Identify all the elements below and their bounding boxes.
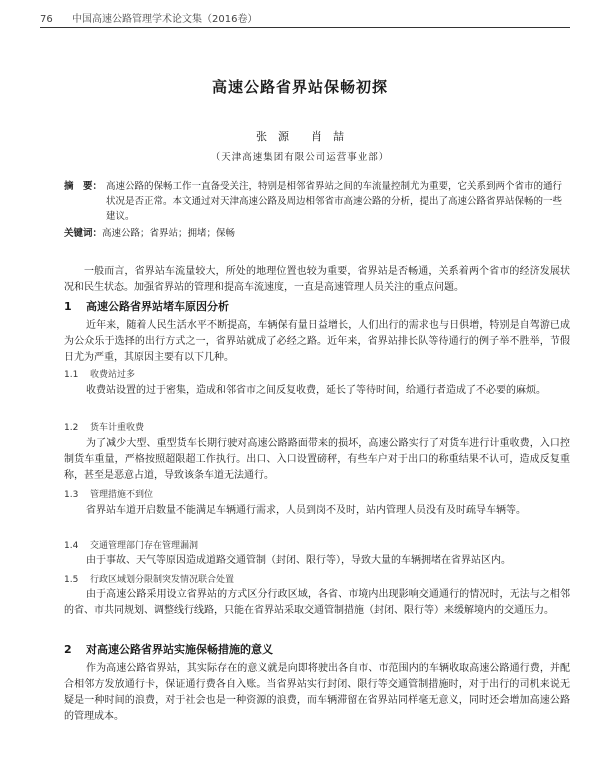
subsection-number: 1.1 [64,370,79,380]
section-heading [64,298,229,314]
subsection-heading [64,538,198,551]
section-paragraph: 作为高速公路省界站，其实际存在的意义就是向即将驶出各自市、市范围内的车辆收取高速公路通行费，并配合相邻方发放通行卡，保证通行费各自入账。当省界站实行封闭、限行等交通管制措施时，对于出行的司机来说无疑是一种时间的浪费，对于社会也是一种资源的浪费，而车辆滞留在省界站同样毫无意义，同时还会增加高速公路的管理成本。 [64,663,570,722]
keywords [64,226,570,241]
subsection-number: 1.3 [64,490,79,500]
header-rule [40,27,570,28]
subsection-heading [64,572,234,585]
section-number: 1 [64,300,72,313]
subsection-number: 1.5 [64,575,79,585]
subsection-number: 1.4 [64,541,79,551]
subsection-paragraph: 由于事故、天气等原因造成道路交通管制（封闭、限行等），导致大量的车辆拥堵在省界站区内。 [86,555,511,566]
keywords-text: 高速公路；省界站；拥堵；保畅 [102,228,236,239]
subsection-paragraph: 省界站车道开启数量不能满足车辆通行需求，人员到岗不及时，站内管理人员没有及时疏导车辆等。 [86,505,526,516]
running-title: 中国高速公路管理学术论文集（2016卷） [72,14,258,25]
subsection-paragraph: 由于高速公路采用设立省界站的方式区分行政区域，各省、市境内出现影响交通通行的情况时，无法与之相邻的省、市共同规划、调整线行线路，只能在省界站采取交通管制措施（封闭、限行等）来缓解境内的交通压力。 [64,589,570,616]
subsection-title: 交通管理部门存在管理漏洞 [90,541,199,551]
paper-affiliation: （天津高速集团有限公司运营事业部） [210,152,390,163]
subsection-title: 货车计重收费 [90,423,145,433]
section-number: 2 [64,643,72,656]
subsection-heading [64,420,144,433]
subsection-title: 收费站过多 [90,370,136,380]
subsection-paragraph: 收费站设置的过于密集，造成和邻省市之间反复收费，延长了等待时间，给通行者造成了不必要的麻烦。 [86,385,546,396]
subsection-paragraph: 为了减少大型、重型货车长期行驶对高速公路路面带来的损坏，高速公路实行了对货车进行计重收费，入口控制货车重量，严格按照超限超工作执行。出口、入口设置磅秤，有些车户对于出口的称重结果不认可，造成反复重称，甚至是恶意占道，导致该条车道无法通行。 [64,438,570,481]
abstract-text: 高速公路的保畅工作一直备受关注，特别是相邻省界站之间的车流量控制尤为重要，它关系到两个省市的通行状况是否正常。本文通过对天津高速公路及周边相邻省市高速公路的分析，提出了高速公路省界站保畅的一些建议。 [106,181,563,222]
intro-paragraph: 一般而言，省界站车流量较大，所处的地理位置也较为重要，省界站是否畅通，关系着两个省市的经济发展状况和民生状态。加强省界站的管理和提高车流速度，一直是高速管理人员关注的重点问题。 [64,266,570,293]
subsection-heading [64,367,135,380]
section-title: 对高速公路省界站实施保畅措施的意义 [86,643,273,656]
section-paragraph: 近年来，随着人民生活水平不断提高，车辆保有量日益增长，人们出行的需求也与日俱增，特别是自驾游已成为公众乐于选择的出行方式之一，省界站就成了必经之路。近年来，省界站排长队等待通行的例子举不胜举，节假日尤为严重，其原因主要有以下几种。 [64,320,570,363]
running-header [40,10,570,26]
abstract [64,179,570,224]
section-heading [64,641,273,657]
paper-title: 高速公路省界站保畅初探 [211,78,388,96]
section-title: 高速公路省界站堵车原因分析 [86,300,229,313]
subsection-heading [64,487,153,500]
subsection-number: 1.2 [64,423,79,433]
keywords-label: 关键词： [64,228,103,239]
subsection-title: 行政区域划分限制突发情况联合处置 [90,575,235,585]
page-number: 76 [40,14,53,25]
subsection-title: 管理措施不到位 [90,490,154,500]
paper-authors: 张 源 肖 喆 [256,130,344,143]
abstract-label: 摘 要： [64,181,103,192]
